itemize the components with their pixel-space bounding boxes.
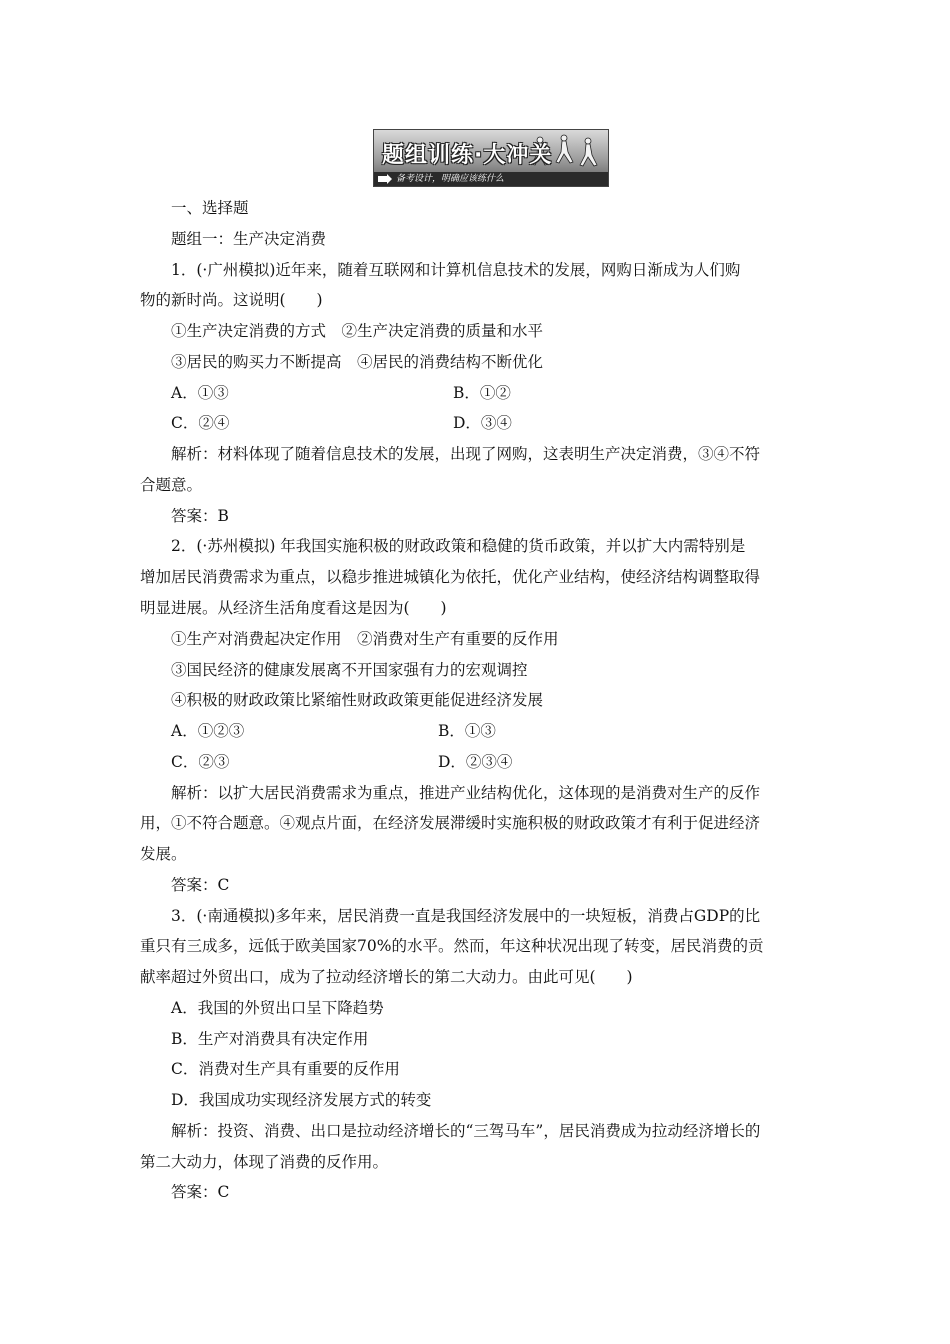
q3-answer: 答案：C [171, 1183, 230, 1201]
q2-answer: 答案：C [171, 876, 230, 894]
q3-analysis-line1: 解析：投资、消费、出口是拉动经济增长的“三驾马车”，居民消费成为拉动经济增长的 [171, 1122, 761, 1140]
q1-analysis-line2: 合题意。 [140, 476, 203, 494]
q1-analysis-line1: 解析：材料体现了随着信息技术的发展，出现了网购，这表明生产决定消费，③④不符 [171, 445, 761, 463]
q3-option-d: D．我国成功实现经济发展方式的转变 [171, 1091, 432, 1109]
q1-option-b: B．①② [453, 384, 511, 402]
q2-option-a: A．①②③ [171, 722, 245, 740]
q3-analysis-line2: 第二大动力，体现了消费的反作用。 [140, 1153, 389, 1171]
q3-option-b: B．生产对消费具有决定作用 [171, 1030, 369, 1048]
banner-title: 题组训练·大冲关 [382, 143, 553, 168]
q1-option-a: A．①③ [171, 384, 229, 402]
q2-option-c: C．②③ [171, 753, 230, 771]
group-title: 题组一：生产决定消费 [171, 230, 327, 248]
banner-subtitle [374, 172, 609, 186]
q2-item-3: ③国民经济的健康发展离不开国家强有力的宏观调控 [171, 661, 528, 679]
banner-subtitle-text: 备考设计，明确应该练什么 [396, 174, 505, 184]
q2-item-1-2: ①生产对消费起决定作用 ②消费对生产有重要的反作用 [171, 630, 559, 648]
arrow-right-icon [378, 174, 392, 184]
q2-stem-line2: 增加居民消费需求为重点，以稳步推进城镇化为依托，优化产业结构，使经济结构调整取得 [140, 568, 761, 586]
q1-answer: 答案：B [171, 507, 229, 525]
q2-stem-line1: 2．(·苏州模拟) 年我国实施积极的财政政策和稳健的货币政策，并以扩大内需特别是 [171, 537, 746, 555]
q1-items-line1: ①生产决定消费的方式 ②生产决定消费的质量和水平 [171, 322, 544, 340]
q2-stem-line3: 明显进展。从经济生活角度看这是因为( ) [140, 599, 447, 617]
q2-item-4: ④积极的财政政策比紧缩性财政政策更能促进经济发展 [171, 691, 544, 709]
q3-stem-line1: 3．(·南通模拟)多年来，居民消费一直是我国经济发展中的一块短板，消费占GDP的比 [171, 907, 761, 925]
q1-stem-line2: 物的新时尚。这说明( ) [140, 291, 323, 309]
q2-analysis-line3: 发展。 [140, 845, 187, 863]
q1-items-line2: ③居民的购买力不断提高 ④居民的消费结构不断优化 [171, 353, 544, 371]
q3-stem-line3: 献率超过外贸出口，成为了拉动经济增长的第二大动力。由此可见( ) [140, 968, 633, 986]
q2-analysis-line2: 用，①不符合题意。④观点片面，在经济发展滞缓时实施积极的财政政策才有利于促进经济 [140, 814, 761, 832]
section-title: 一、选择题 [171, 199, 249, 217]
q2-analysis-line1: 解析：以扩大居民消费需求为重点，推进产业结构优化，这体现的是消费对生产的反作 [171, 784, 761, 802]
q2-option-b: B．①③ [438, 722, 496, 740]
section-banner [373, 129, 609, 187]
q1-option-d: D．③④ [453, 414, 512, 432]
q3-stem-line2: 重只有三成多，远低于欧美国家70%的水平。然而，年这种状况出现了转变，居民消费的贡 [140, 937, 764, 955]
q2-option-d: D．②③④ [438, 753, 513, 771]
q3-option-a: A．我国的外贸出口呈下降趋势 [171, 999, 384, 1017]
q1-option-c: C．②④ [171, 414, 230, 432]
q3-option-c: C．消费对生产具有重要的反作用 [171, 1060, 400, 1078]
q1-stem-line1: 1．(·广州模拟)近年来，随着互联网和计算机信息技术的发展，网购日渐成为人们购 [171, 261, 741, 279]
